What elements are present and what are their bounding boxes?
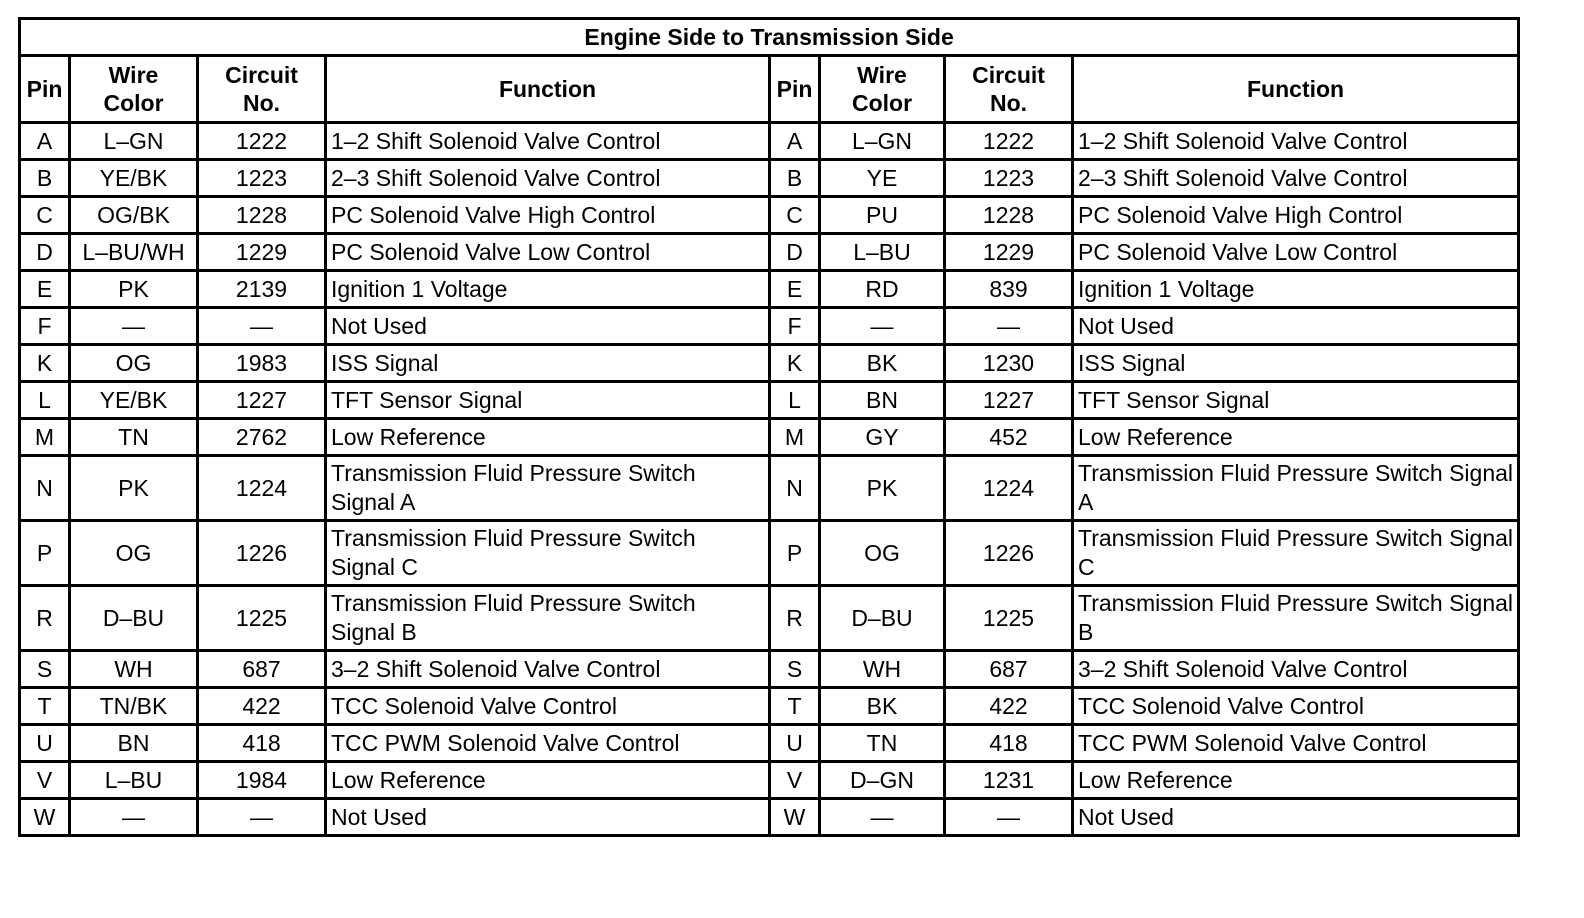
pin-cell-transmission: P — [770, 521, 820, 586]
header-circuit-transmission — [945, 56, 1073, 123]
header-function-engine: Function — [326, 56, 770, 123]
function-cell-engine: Not Used — [326, 799, 770, 836]
wire-cell-transmission: BK — [820, 345, 945, 382]
wire-cell-transmission: D–GN — [820, 762, 945, 799]
wire-cell-transmission: BK — [820, 688, 945, 725]
pin-cell-transmission: L — [770, 382, 820, 419]
wire-cell-engine: PK — [70, 456, 198, 521]
circuit-cell-engine: 1983 — [198, 345, 326, 382]
pin-cell-transmission: B — [770, 160, 820, 197]
table-row — [20, 308, 1519, 345]
circuit-cell-transmission: 839 — [945, 271, 1073, 308]
table-row — [20, 160, 1519, 197]
circuit-cell-transmission: 1231 — [945, 762, 1073, 799]
function-cell-transmission: 3–2 Shift Solenoid Valve Control — [1073, 651, 1519, 688]
header-wire-color-engine — [70, 56, 198, 123]
wire-cell-transmission: GY — [820, 419, 945, 456]
circuit-cell-engine: 1224 — [198, 456, 326, 521]
circuit-cell-transmission: 1226 — [945, 521, 1073, 586]
wire-cell-transmission: YE — [820, 160, 945, 197]
pin-cell-engine: L — [20, 382, 70, 419]
table-row — [20, 521, 1519, 586]
pin-cell-engine: T — [20, 688, 70, 725]
function-cell-transmission: TCC PWM Solenoid Valve Control — [1073, 725, 1519, 762]
pin-cell-engine: N — [20, 456, 70, 521]
wire-cell-transmission: RD — [820, 271, 945, 308]
pin-cell-engine: F — [20, 308, 70, 345]
header-circuit-line2: No. — [989, 90, 1028, 116]
circuit-cell-engine: — — [198, 308, 326, 345]
header-circuit-engine — [198, 56, 326, 123]
pin-cell-transmission: V — [770, 762, 820, 799]
header-wire-line1: Wire — [108, 62, 159, 88]
function-cell-transmission: 2–3 Shift Solenoid Valve Control — [1073, 160, 1519, 197]
table-row — [20, 123, 1519, 160]
wire-cell-transmission: L–GN — [820, 123, 945, 160]
function-cell-engine: Transmission Fluid Pressure Switch Signal C — [326, 521, 770, 586]
pin-cell-transmission: F — [770, 308, 820, 345]
circuit-cell-transmission: 1229 — [945, 234, 1073, 271]
table-row — [20, 456, 1519, 521]
table-row — [20, 762, 1519, 799]
pin-cell-engine: U — [20, 725, 70, 762]
wire-cell-engine: L–BU — [70, 762, 198, 799]
circuit-cell-engine: 2762 — [198, 419, 326, 456]
pin-cell-transmission: M — [770, 419, 820, 456]
wire-cell-engine: OG — [70, 521, 198, 586]
wire-cell-engine: TN/BK — [70, 688, 198, 725]
function-cell-engine: Transmission Fluid Pressure Switch Signal A — [326, 456, 770, 521]
pin-cell-engine: B — [20, 160, 70, 197]
header-pin-transmission: Pin — [770, 56, 820, 123]
table-row — [20, 799, 1519, 836]
circuit-cell-engine: 1225 — [198, 586, 326, 651]
circuit-cell-engine: 1229 — [198, 234, 326, 271]
function-cell-engine: Low Reference — [326, 762, 770, 799]
function-cell-engine: Low Reference — [326, 419, 770, 456]
function-cell-transmission: PC Solenoid Valve High Control — [1073, 197, 1519, 234]
connector-pinout-table — [18, 17, 1520, 837]
wire-cell-engine: BN — [70, 725, 198, 762]
header-wire-line2: Color — [851, 90, 913, 116]
wire-cell-engine: — — [70, 799, 198, 836]
pin-cell-engine: A — [20, 123, 70, 160]
function-cell-transmission: Not Used — [1073, 799, 1519, 836]
header-function-transmission: Function — [1073, 56, 1519, 123]
function-cell-transmission: Ignition 1 Voltage — [1073, 271, 1519, 308]
circuit-cell-engine: 687 — [198, 651, 326, 688]
pin-cell-transmission: U — [770, 725, 820, 762]
function-cell-engine: Ignition 1 Voltage — [326, 271, 770, 308]
circuit-cell-transmission: 418 — [945, 725, 1073, 762]
wire-cell-engine: — — [70, 308, 198, 345]
function-cell-transmission: Transmission Fluid Pressure Switch Signal B — [1073, 586, 1519, 651]
wire-cell-engine: OG/BK — [70, 197, 198, 234]
table-body — [20, 123, 1519, 836]
wire-cell-engine: YE/BK — [70, 382, 198, 419]
pin-cell-engine: M — [20, 419, 70, 456]
wire-cell-engine: D–BU — [70, 586, 198, 651]
table-title-row — [20, 19, 1519, 56]
function-cell-transmission: Transmission Fluid Pressure Switch Signal C — [1073, 521, 1519, 586]
function-cell-engine: PC Solenoid Valve Low Control — [326, 234, 770, 271]
circuit-cell-transmission: 1228 — [945, 197, 1073, 234]
circuit-cell-transmission: — — [945, 799, 1073, 836]
circuit-cell-transmission: 1224 — [945, 456, 1073, 521]
pin-cell-engine: S — [20, 651, 70, 688]
function-cell-transmission: TCC Solenoid Valve Control — [1073, 688, 1519, 725]
header-pin-engine: Pin — [20, 56, 70, 123]
header-wire-color-transmission — [820, 56, 945, 123]
header-circuit-line2: No. — [242, 90, 281, 116]
circuit-cell-transmission: 422 — [945, 688, 1073, 725]
circuit-cell-transmission: 1227 — [945, 382, 1073, 419]
table-row — [20, 234, 1519, 271]
pin-cell-transmission: W — [770, 799, 820, 836]
wire-cell-transmission: PU — [820, 197, 945, 234]
pin-cell-engine: W — [20, 799, 70, 836]
table-row — [20, 345, 1519, 382]
wire-cell-engine: WH — [70, 651, 198, 688]
header-circuit-line1: Circuit — [225, 62, 298, 88]
function-cell-transmission: Low Reference — [1073, 419, 1519, 456]
wire-cell-transmission: OG — [820, 521, 945, 586]
pin-cell-engine: R — [20, 586, 70, 651]
function-cell-engine: TFT Sensor Signal — [326, 382, 770, 419]
table-row — [20, 197, 1519, 234]
pin-cell-transmission: N — [770, 456, 820, 521]
function-cell-transmission: PC Solenoid Valve Low Control — [1073, 234, 1519, 271]
header-wire-line1: Wire — [857, 62, 907, 88]
circuit-cell-engine: 1223 — [198, 160, 326, 197]
function-cell-transmission: ISS Signal — [1073, 345, 1519, 382]
function-cell-engine: 3–2 Shift Solenoid Valve Control — [326, 651, 770, 688]
pin-cell-engine: V — [20, 762, 70, 799]
circuit-cell-transmission: 687 — [945, 651, 1073, 688]
wire-cell-engine: L–GN — [70, 123, 198, 160]
header-wire-line2: Color — [103, 90, 164, 116]
function-cell-engine: ISS Signal — [326, 345, 770, 382]
pin-cell-engine: C — [20, 197, 70, 234]
pin-cell-engine: K — [20, 345, 70, 382]
circuit-cell-engine: 2139 — [198, 271, 326, 308]
circuit-cell-engine: 418 — [198, 725, 326, 762]
function-cell-transmission: TFT Sensor Signal — [1073, 382, 1519, 419]
wire-cell-transmission: L–BU — [820, 234, 945, 271]
circuit-cell-engine: 1984 — [198, 762, 326, 799]
wire-cell-engine: YE/BK — [70, 160, 198, 197]
table-row — [20, 688, 1519, 725]
circuit-cell-transmission: 1222 — [945, 123, 1073, 160]
table-row — [20, 382, 1519, 419]
circuit-cell-engine: 1226 — [198, 521, 326, 586]
pin-cell-transmission: D — [770, 234, 820, 271]
function-cell-engine: Transmission Fluid Pressure Switch Signal B — [326, 586, 770, 651]
function-cell-transmission: Not Used — [1073, 308, 1519, 345]
wire-cell-engine: L–BU/WH — [70, 234, 198, 271]
table-row — [20, 586, 1519, 651]
table-header-row — [20, 56, 1519, 123]
function-cell-transmission: 1–2 Shift Solenoid Valve Control — [1073, 123, 1519, 160]
pin-cell-transmission: S — [770, 651, 820, 688]
function-cell-engine: 1–2 Shift Solenoid Valve Control — [326, 123, 770, 160]
circuit-cell-engine: — — [198, 799, 326, 836]
wire-cell-transmission: — — [820, 799, 945, 836]
circuit-cell-engine: 422 — [198, 688, 326, 725]
wire-cell-transmission: BN — [820, 382, 945, 419]
pin-cell-transmission: T — [770, 688, 820, 725]
function-cell-engine: TCC PWM Solenoid Valve Control — [326, 725, 770, 762]
circuit-cell-engine: 1228 — [198, 197, 326, 234]
wire-cell-transmission: D–BU — [820, 586, 945, 651]
wire-cell-transmission: — — [820, 308, 945, 345]
pin-cell-transmission: E — [770, 271, 820, 308]
function-cell-engine: PC Solenoid Valve High Control — [326, 197, 770, 234]
pin-cell-engine: D — [20, 234, 70, 271]
wire-cell-transmission: PK — [820, 456, 945, 521]
table-row — [20, 419, 1519, 456]
wire-cell-engine: OG — [70, 345, 198, 382]
pin-cell-transmission: C — [770, 197, 820, 234]
pin-cell-engine: P — [20, 521, 70, 586]
function-cell-transmission: Low Reference — [1073, 762, 1519, 799]
circuit-cell-transmission: — — [945, 308, 1073, 345]
circuit-cell-transmission: 1223 — [945, 160, 1073, 197]
function-cell-engine: Not Used — [326, 308, 770, 345]
wire-cell-transmission: WH — [820, 651, 945, 688]
circuit-cell-transmission: 1230 — [945, 345, 1073, 382]
table-row — [20, 271, 1519, 308]
wire-cell-transmission: TN — [820, 725, 945, 762]
table-title: Engine Side to Transmission Side — [20, 19, 1519, 56]
wire-cell-engine: PK — [70, 271, 198, 308]
pin-cell-transmission: A — [770, 123, 820, 160]
table-row — [20, 725, 1519, 762]
wire-cell-engine: TN — [70, 419, 198, 456]
circuit-cell-transmission: 1225 — [945, 586, 1073, 651]
function-cell-engine: TCC Solenoid Valve Control — [326, 688, 770, 725]
function-cell-engine: 2–3 Shift Solenoid Valve Control — [326, 160, 770, 197]
pin-cell-transmission: R — [770, 586, 820, 651]
table-row — [20, 651, 1519, 688]
function-cell-transmission: Transmission Fluid Pressure Switch Signal A — [1073, 456, 1519, 521]
circuit-cell-transmission: 452 — [945, 419, 1073, 456]
circuit-cell-engine: 1227 — [198, 382, 326, 419]
header-circuit-line1: Circuit — [972, 62, 1045, 88]
pin-cell-engine: E — [20, 271, 70, 308]
pin-cell-transmission: K — [770, 345, 820, 382]
circuit-cell-engine: 1222 — [198, 123, 326, 160]
